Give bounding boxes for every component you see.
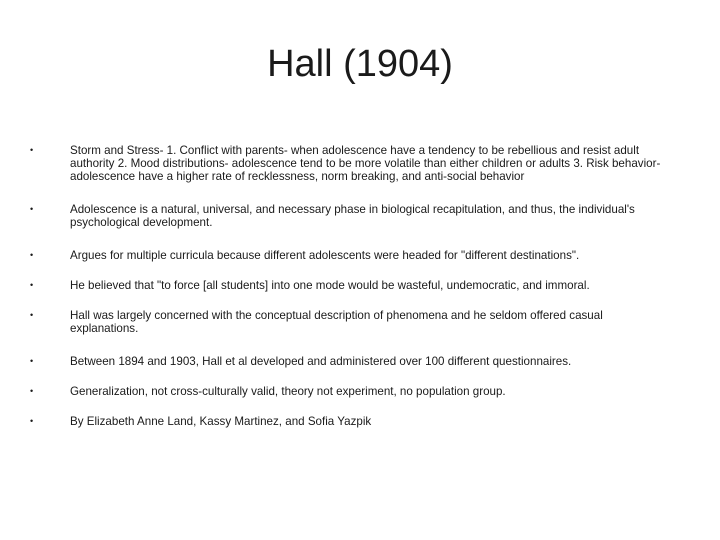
bullet-item-conceptual-description bbox=[30, 309, 670, 335]
bullet-text: Generalization, not cross-culturally valid, theory not experiment, no population group. bbox=[70, 385, 506, 398]
bullet-item-authors bbox=[30, 415, 670, 428]
bullet-dot-icon: • bbox=[30, 204, 34, 214]
bullet-dot-icon: • bbox=[30, 356, 34, 366]
bullet-list bbox=[30, 144, 670, 428]
bullet-text: Adolescence is a natural, universal, and necessary phase in biological recapitulation, and thus, the individual's psychological development. bbox=[70, 203, 635, 229]
bullet-item-generalization bbox=[30, 385, 670, 398]
bullet-dot-icon: • bbox=[30, 416, 34, 426]
bullet-item-storm-and-stress bbox=[30, 144, 670, 183]
bullet-text: Storm and Stress- 1. Conflict with parents- when adolescence have a tendency to be rebellious and resist adult authority 2. Mood distributions- adolescence tend to be more volatile than either children or adults 3. Risk behavior- adolescence have a higher rate of recklessness, norm breaking, and anti-social behavior bbox=[70, 144, 661, 183]
bullet-dot-icon: • bbox=[30, 280, 34, 290]
bullet-dot-icon: • bbox=[30, 386, 34, 396]
bullet-item-force-students bbox=[30, 279, 670, 292]
bullet-text: Between 1894 and 1903, Hall et al developed and administered over 100 different questionnaires. bbox=[70, 355, 572, 368]
bullet-text: Argues for multiple curricula because different adolescents were headed for "different destinations". bbox=[70, 249, 580, 262]
slide-title: Hall (1904) bbox=[267, 43, 453, 85]
bullet-item-curricula bbox=[30, 249, 670, 262]
bullet-item-recapitulation bbox=[30, 203, 670, 229]
bullet-item-questionnaires bbox=[30, 355, 670, 368]
bullet-dot-icon: • bbox=[30, 250, 34, 260]
bullet-text: He believed that "to force [all students] into one mode would be wasteful, undemocratic, and immoral. bbox=[70, 279, 590, 292]
bullet-text: By Elizabeth Anne Land, Kassy Martinez, and Sofia Yazpik bbox=[70, 415, 372, 428]
bullet-text: Hall was largely concerned with the conceptual description of phenomena and he seldom offered casual explanations. bbox=[70, 309, 603, 335]
bullet-dot-icon: • bbox=[30, 145, 34, 155]
bullet-dot-icon: • bbox=[30, 310, 34, 320]
